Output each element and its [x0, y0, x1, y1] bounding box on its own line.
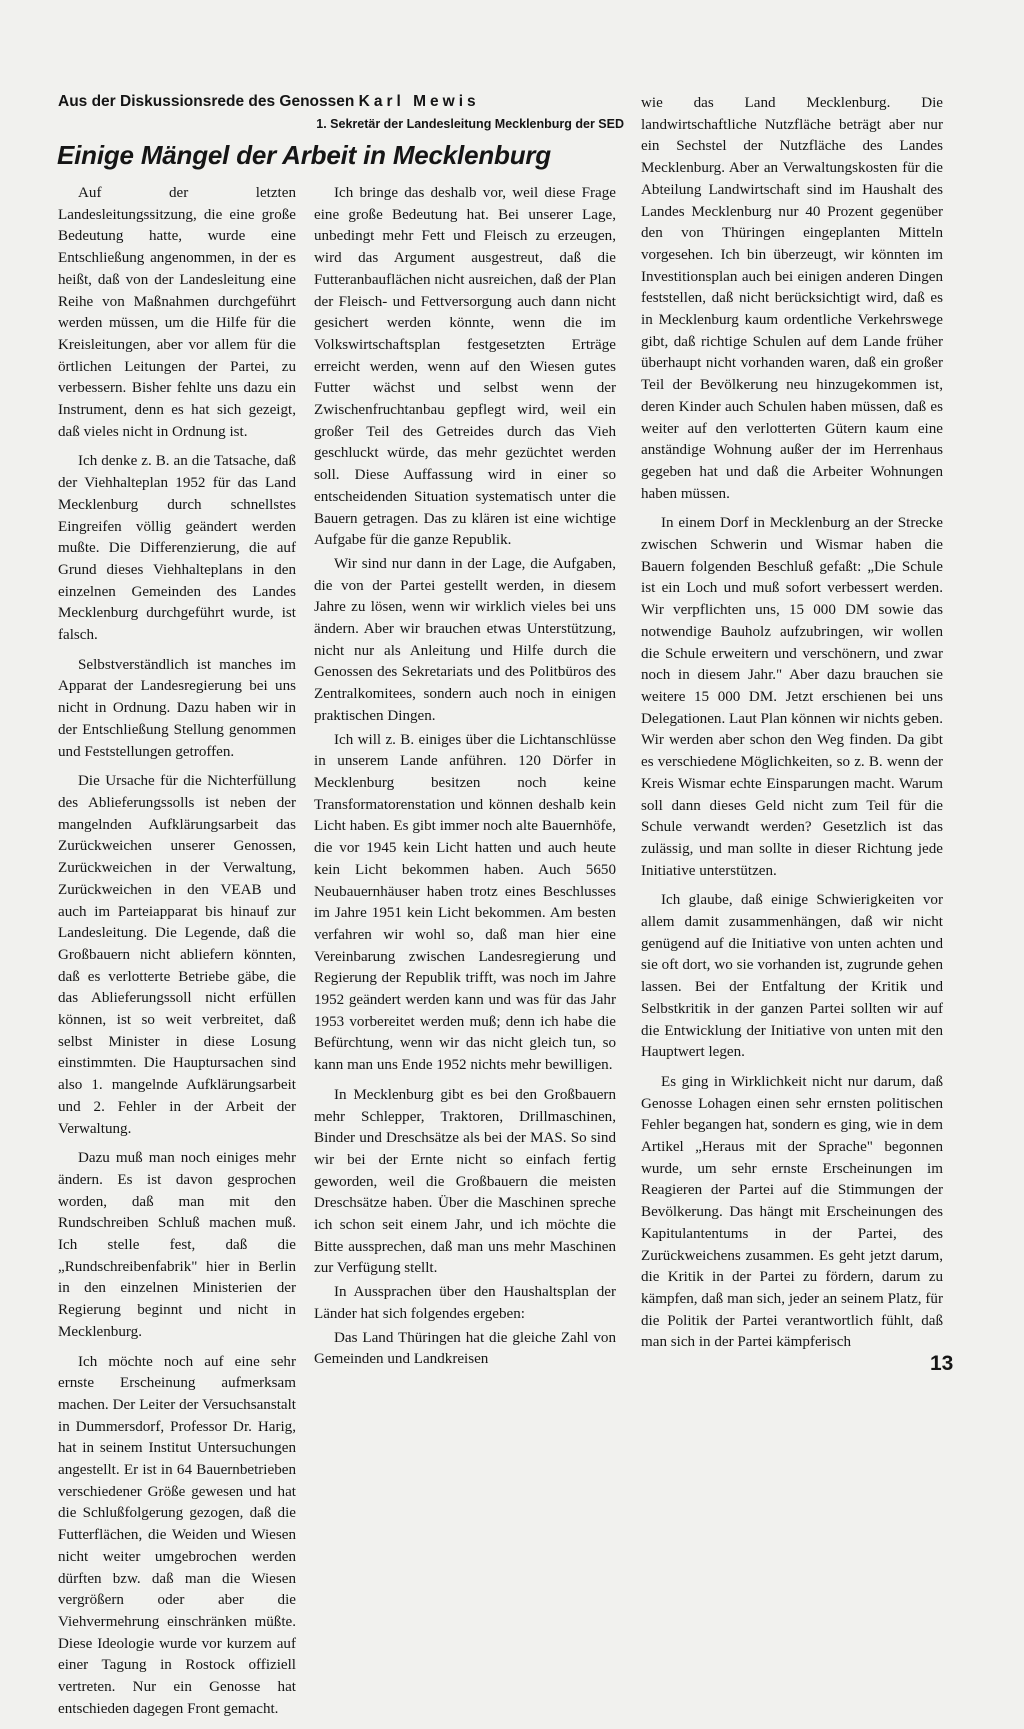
article-kicker	[58, 92, 624, 112]
speaker-role: 1. Sekretär der Landesleitung Mecklenburg der SED	[316, 117, 624, 131]
paragraph: Ich denke z. B. an die Tatsache, daß der Viehhalteplan 1952 für das Land Mecklenburg durch schnellstes Eingreifen völlig geändert werden mußte. Die Differenzierung, die auf Grund dieses Viehhalteplans in den einzelnen Gemeinden des Landes Mecklenburg durchgeführt wurde, ist falsch.	[58, 453, 296, 644]
paragraph: In Aussprachen über den Haushaltsplan der Länder hat sich folgendes ergeben:	[314, 1284, 616, 1322]
page-number: 13	[930, 1352, 954, 1375]
paragraph: Die Ursache für die Nichterfüllung des Ablieferungssolls ist neben der mangelnden Aufklärungsarbeit das Zurückweichen unserer Genossen, Zurückweichen in der Verwaltung, Zurückweichen in den VEAB und auch im Parteiapparat bis hinauf zur Landesleitung. Die Legende, daß die Großbauern nicht abliefern könnten, daß es verlotterte Betriebe gäbe, die das Ablieferungssoll nicht erfüllen können, ist so weit verbreitet, daß selbst Minister in diese Losung einstimmten. Die Hauptursachen sind also 1. mangelnde Aufklärungsarbeit und 2. Fehler in der Arbeit der Verwaltung.	[58, 773, 296, 1137]
paragraph: wie das Land Mecklenburg. Die landwirtschaftliche Nutzfläche beträgt aber nur ein Sechstel der Nutzfläche des Landes Mecklenburg. Aber an Verwaltungskosten für die Abteilung Landwirtschaft sind im Haushalt des Landes Mecklenburg nur 40 Prozent gegenüber den von Thüringen eingeplanten Mitteln vorgesehen. Ich bin überzeugt, wir könnten im Investitionsplan auch bei einigen anderen Dingen feststellen, daß nicht berücksichtigt wird, daß es in Mecklenburg kaum ordentliche Verkehrswege gibt, daß richtige Schulen auf dem Lande früher überhaupt nicht vorhanden waren, daß ein großer Teil der Bevölkerung neu hinzugekommen ist, deren Kinder auch Schulen haben müssen, daß es weiter auf den verlotterten Gütern kaum eine anständige Wohnung außer der im Herrenhaus gegeben hat und daß die Arbeiter Wohnungen haben müssen.	[641, 95, 943, 502]
paragraph: Ich bringe das deshalb vor, weil diese Frage eine große Bedeutung hat. Bei unserer Lage, unbedingt mehr Fett und Fleisch zu erzeugen, wird das Argument ausgestreut, daß die Futteranbauflächen nicht ausreichen, daß der Plan der Fleisch- und Fettversorgung auch dann nicht gesichert werden könnte, wenn die im Volkswirtschaftsplan festgesetzten Erträge erreicht werden, wenn auf den Wiesen gutes Futter wächst und selbst wenn der Zwischenfruchtanbau gepflegt wird, weil ein großer Teil des Getreides durch das Vieh geschluckt würde, das mehr gezüchtet werden soll. Diese Auffassung wird in einer so entscheidenden Situation systematisch unter die Bauern getragen. Das zu klären ist eine wichtige Aufgabe für die ganze Republik.	[314, 185, 616, 549]
paragraph: Ich möchte noch auf eine sehr ernste Erscheinung aufmerksam machen. Der Leiter der Versuchsanstalt in Dummersdorf, Professor Dr. Harig, hat in seinem Institut Untersuchungen angestellt. Er ist in 64 Bauernbetrieben verschiedener Größe gewesen und hat die Schlußfolgerung gezogen, daß die Futterflächen, die Weiden und Wiesen nicht weiter umgebrochen werden dürften bzw. daß man die Wiesen vergrößern oder aber die Viehvermehrung einschränken müßte. Diese Ideologie wurde vor kurzem auf einer Tagung in Rostock offiziell vertreten. Nur ein Genosse hat entschieden dagegen Front gemacht.	[58, 1353, 296, 1717]
paragraph: Das Land Thüringen hat die gleiche Zahl von Gemeinden und Landkreisen	[314, 1329, 616, 1368]
paragraph: Dazu muß man noch einiges mehr ändern. Es ist davon gesprochen worden, daß man mit den Rundschreiben Schluß machen muß. Ich stelle fest, daß die „Rundschreibenfabrik" hier in Berlin in den einzelnen Ministerien der Regierung beginnt und nicht in Mecklenburg.	[58, 1150, 296, 1340]
kicker-prefix: Aus der Diskussionsrede des Genossen	[58, 93, 359, 110]
paragraph: Ich glaube, daß einige Schwierigkeiten vor allem damit zusammenhängen, daß wir nicht genügend auf die Initiative von unten achten und sie oft dort, wo sie vorhanden ist, zugrunde gehen lassen. Bei der Entfaltung der Kritik und Selbstkritik in der ganzen Partei sollten wir auf die Entwicklung der Initiative von unten mit den Hauptwert legen.	[641, 892, 943, 1061]
speaker-name: Karl Mewis	[358, 93, 480, 110]
paragraph: Es ging in Wirklichkeit nicht nur darum, daß Genosse Lohagen einen sehr ernsten politischen Fehler begangen hat, sondern es ging, wie in dem Artikel „Heraus mit der Sprache" begonnen wurde, um sehr ernste Erscheinungen im Reagieren der Partei auf die Stimmungen der Bevölkerung. Das hängt mit Erscheinungen des Kapitulantentums in der Partei, des Zurückweichens zusammen. Es geht jetzt darum, die Kritik in der Partei zu fördern, darum zu kämpfen, daß man sich, jeder an seinem Platz, für die Politik der Partei verantwortlich fühlt, daß man sich in der Partei kämpferisch	[641, 1073, 943, 1351]
text-column-3	[641, 93, 943, 1362]
paragraph: In Mecklenburg gibt es bei den Großbauern mehr Schlepper, Traktoren, Drillmaschinen, Binder und Dreschsätze als bei der MAS. So sind wir bei der Ernte nicht so einfach fertig geworden, weil die Großbauern die meisten Dreschsätze haben. Über die Maschinen spreche ich schon seit einem Jahr, und ich möchte die Bitte aussprechen, daß man uns mehr Maschinen zur Verfügung stellt.	[314, 1086, 616, 1277]
paragraph: In einem Dorf in Mecklenburg an der Strecke zwischen Schwerin und Wismar haben die Bauern folgenden Beschluß gefaßt: „Die Schule ist ein Loch und muß sofort verbessert werden. Wir verpflichten uns, 15 000 DM sowie das notwendige Bauholz aufzubringen, wir wollen die Schule erweitern und verschönern, und zwar noch in diesem Jahr." Aber dazu brauchen sie weitere 15 000 DM. Jetzt erschienen bei uns Delegationen. Laut Plan können wir nichts geben. Wir werden aber schon den Weg finden. Da gibt es verschiedene Möglichkeiten, so z. B. wenn der Kreis Wismar echte Einsparungen macht. Warum soll dann dieses Geld nicht zum Teil für die Schule verwandt werden? Gesetzlich ist das zulässig, und man sollte in dieser Richtung jede Initiative unterstützen.	[641, 515, 943, 879]
paragraph: Ich will z. B. einiges über die Lichtanschlüsse in unserem Lande anführen. 120 Dörfer in Mecklenburg besitzen noch keine Transformatorenstation und können deshalb kein Licht haben. Es gibt immer noch alte Bauernhöfe, die vor 1945 kein Licht hatten und auch heute kein Licht bekommen haben. Auch 5650 Neubauernhäuser haben trotz eines Beschlusses im Jahre 1951 kein Licht bekommen. Am besten verfahren wir wohl so, daß man hier eine Vereinbarung zwischen Landesregierung und Regierung der Republik trifft, was noch im Jahre 1952 geändert werden kann und was für das Jahr 1953 vorbereitet werden muß; denn ich habe die Befürchtung, wenn wir das nicht gleich tun, so kann man uns Ende 1952 nichts mehr bewilligen.	[314, 731, 616, 1074]
paragraph: Wir sind nur dann in der Lage, die Aufgaben, die von der Partei gestellt werden, in diesem Jahre zu lösen, wenn wir wirklich vieles bei uns ändern. Aber wir brauchen etwas Unterstützung, nicht nur als Anleitung und Hilfe durch die Genossen des Sekretariats und des Politbüros des Zentralkomitees, sondern auch noch in einigen praktischen Dingen.	[314, 555, 616, 724]
article-title: Einige Mängel der Arbeit in Mecklenburg	[57, 140, 551, 170]
paragraph: Selbstverständlich ist manches im Apparat der Landesregierung bei uns nicht in Ordnung. Dazu haben wir in der Entschließung Stellung genommen und Feststellungen getroffen.	[58, 656, 296, 760]
text-column-1	[58, 183, 296, 1729]
text-column-2	[314, 183, 616, 1379]
paragraph: Auf der letzten Landesleitungssitzung, die eine große Bedeutung hatte, wurde eine Entschließung angenommen, in der es heißt, daß von der Landesleitung eine Reihe von Maßnahmen durchgeführt werden müssen, um die Hilfe für die Kreisleitungen, aber vor allem für die örtlichen Leitungen der Partei, zu verbessern. Bisher fehlte uns dazu ein Instrument, denn es hat sich gezeigt, daß vieles nicht in Ordnung ist.	[58, 185, 296, 440]
